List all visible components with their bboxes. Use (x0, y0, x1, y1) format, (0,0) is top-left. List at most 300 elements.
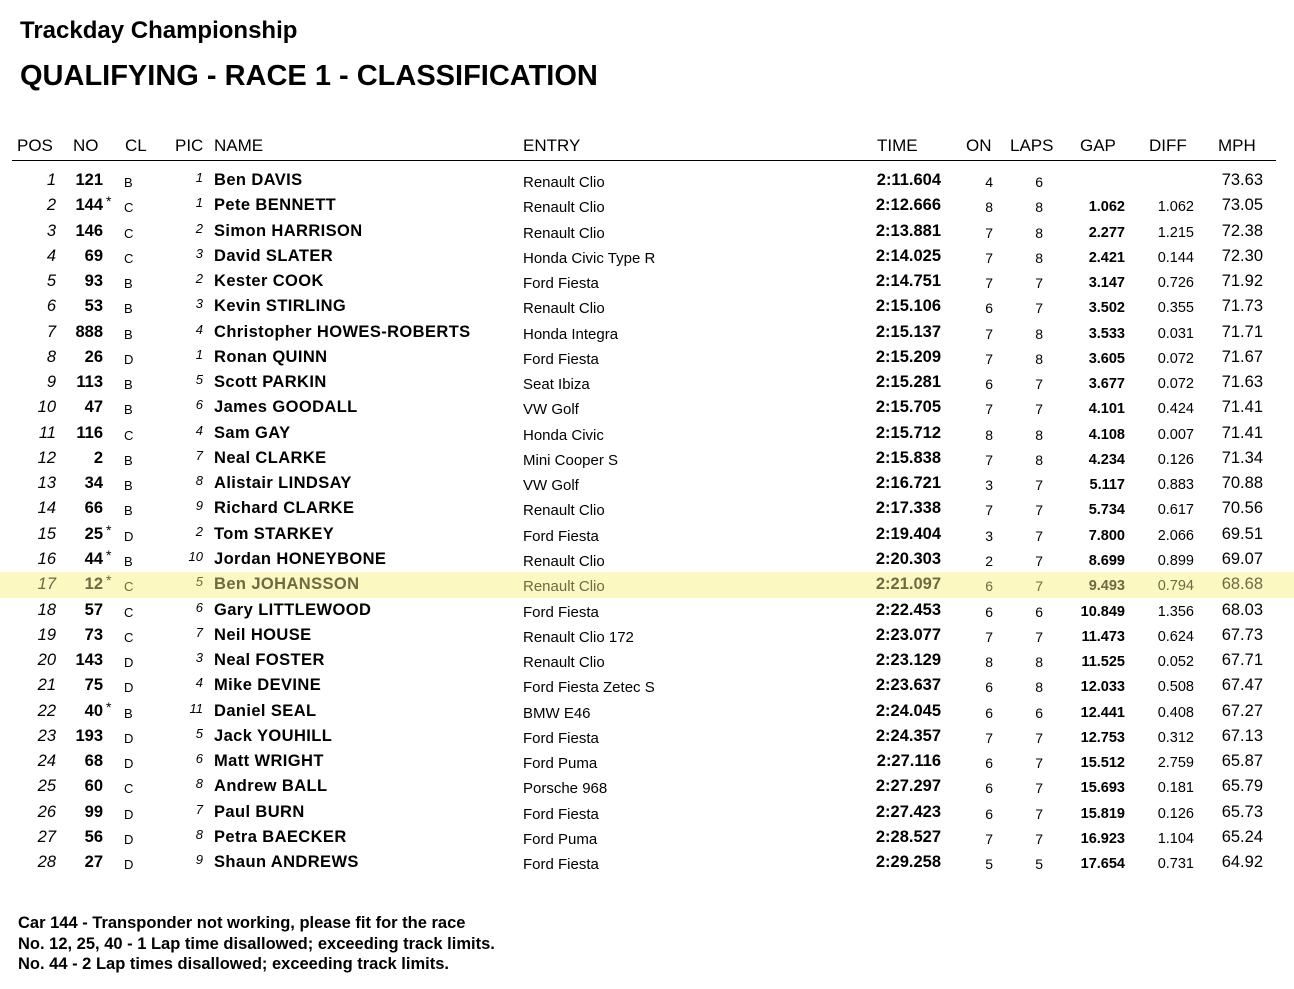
cell-gap: 7.800 (1088, 527, 1125, 544)
cell-pic: 5 (195, 725, 203, 741)
cell-gap: 3.677 (1088, 376, 1125, 393)
cell-diff: 1.062 (1157, 199, 1194, 216)
col-header-pic: PIC (175, 136, 204, 155)
cell-entry: Ford Puma (523, 830, 598, 848)
cell-laps: 8 (1035, 654, 1043, 671)
cell-on: 7 (985, 628, 993, 645)
col-header-diff: DIFF (1149, 136, 1187, 155)
cell-entry: Honda Civic Type R (523, 249, 656, 267)
cell-star: * (106, 193, 112, 210)
cell-cl: B (124, 175, 133, 190)
cell-mph: 71.92 (1221, 272, 1263, 291)
cell-pic: 3 (195, 650, 203, 666)
cell-pic: 9 (195, 852, 203, 868)
cell-name: Neal FOSTER (214, 651, 325, 670)
col-header-mph: MPH (1218, 136, 1256, 155)
cell-no: 69 (84, 246, 103, 265)
cell-time: 2:24.357 (875, 726, 941, 745)
table-row (0, 471, 1294, 496)
note-line: Car 144 - Transponder not working, please fit for the race (18, 914, 466, 932)
cell-name: Alistair LINDSAY (214, 474, 352, 493)
table-row (0, 825, 1294, 850)
table-row (0, 193, 1294, 218)
cell-laps: 7 (1035, 376, 1043, 393)
cell-diff: 0.355 (1157, 300, 1194, 317)
table-row (0, 320, 1294, 345)
cell-name: Jordan HONEYBONE (214, 549, 387, 568)
cell-gap: 2.277 (1088, 224, 1125, 241)
cell-entry: Honda Civic (523, 426, 604, 444)
cell-laps: 7 (1035, 477, 1043, 494)
col-header-cl: CL (125, 136, 147, 155)
cell-pos: 1 (46, 171, 56, 189)
table-row (0, 623, 1294, 648)
cell-name: Richard CLARKE (214, 499, 355, 518)
cell-pos: 16 (37, 549, 56, 568)
cell-laps: 7 (1035, 401, 1043, 418)
cell-pos: 9 (46, 373, 56, 392)
cell-gap: 5.117 (1089, 477, 1125, 494)
cell-name: Mike DEVINE (214, 676, 322, 695)
cell-name: Ben DAVIS (214, 171, 303, 189)
cell-time: 2:15.137 (875, 322, 941, 341)
cell-mph: 67.73 (1221, 625, 1263, 644)
table-row (0, 699, 1294, 724)
cell-pic: 9 (195, 498, 203, 514)
cell-mph: 72.38 (1221, 221, 1263, 240)
cell-pic: 8 (195, 826, 203, 842)
cell-time: 2:17.338 (875, 499, 941, 518)
cell-mph: 71.71 (1221, 322, 1263, 341)
cell-on: 8 (985, 426, 993, 443)
cell-pos: 25 (37, 777, 56, 796)
cell-no: 44 (84, 549, 103, 568)
cell-cl: B (124, 276, 133, 292)
cell-entry: Honda Integra (523, 325, 619, 343)
cell-no: 12 (84, 575, 103, 594)
cell-no: 26 (84, 347, 103, 366)
cell-on: 6 (985, 376, 993, 393)
cell-time: 2:27.116 (876, 752, 941, 771)
cell-on: 7 (985, 350, 993, 367)
cell-entry: Ford Fiesta (523, 350, 599, 368)
cell-no: 144 (75, 196, 103, 215)
cell-no: 73 (84, 625, 103, 644)
cell-diff: 0.508 (1157, 679, 1194, 696)
cell-no: 66 (84, 499, 103, 518)
cell-gap: 3.502 (1088, 300, 1125, 317)
cell-pic: 3 (195, 245, 203, 261)
cell-pic: 2 (195, 523, 203, 539)
cell-cl: C (124, 200, 134, 216)
col-header-name: NAME (214, 136, 264, 155)
cell-pos: 11 (38, 423, 56, 442)
cell-diff: 0.731 (1157, 856, 1194, 873)
cell-pos: 10 (37, 398, 56, 417)
table-header (0, 136, 1294, 158)
cell-on: 6 (985, 300, 993, 317)
cell-pic: 7 (195, 447, 203, 463)
cell-cl: D (124, 655, 134, 671)
cell-name: Pete BENNETT (214, 196, 337, 215)
cell-pic: 3 (195, 296, 203, 312)
cell-cl: B (124, 377, 133, 393)
cell-no: 99 (84, 802, 103, 821)
cell-laps: 7 (1035, 552, 1043, 569)
cell-entry: Mini Cooper S (523, 451, 619, 469)
col-header-gap: GAP (1080, 136, 1116, 155)
cell-time: 2:14.025 (875, 246, 941, 265)
cell-time: 2:23.077 (875, 625, 941, 644)
cell-pos: 28 (37, 853, 56, 872)
table-row (0, 345, 1294, 370)
cell-no: 34 (84, 474, 103, 493)
cell-entry: Renault Clio (523, 300, 605, 318)
cell-gap: 12.033 (1080, 679, 1125, 696)
cell-star: * (106, 546, 112, 563)
col-header-laps: LAPS (1010, 136, 1054, 155)
cell-diff: 0.883 (1157, 477, 1194, 494)
cell-gap: 15.693 (1080, 780, 1125, 797)
cell-laps: 8 (1035, 249, 1043, 266)
cell-cl: C (124, 629, 134, 645)
cell-pic: 4 (195, 675, 203, 691)
cell-pos: 2 (46, 196, 56, 215)
cell-mph: 71.73 (1221, 297, 1263, 316)
cell-name: Kester COOK (214, 272, 324, 291)
cell-mph: 65.73 (1221, 802, 1263, 821)
cell-laps: 8 (1035, 325, 1043, 342)
cell-time: 2:24.045 (875, 701, 941, 720)
cell-time: 2:15.281 (875, 373, 941, 392)
cell-on: 8 (985, 654, 993, 671)
cell-time: 2:16.721 (875, 474, 941, 493)
cell-mph: 67.27 (1221, 701, 1263, 720)
cell-laps: 7 (1035, 755, 1043, 772)
cell-gap: 2.421 (1088, 249, 1125, 266)
cell-pos: 20 (37, 651, 56, 670)
cell-on: 7 (985, 224, 993, 241)
cell-mph: 70.88 (1221, 474, 1263, 493)
cell-cl: C (124, 250, 134, 266)
cell-diff: 1.215 (1157, 224, 1194, 241)
cell-name: Petra BAECKER (214, 827, 347, 846)
cell-gap: 15.819 (1080, 805, 1125, 822)
cell-pos: 3 (46, 221, 56, 240)
cell-diff: 0.126 (1157, 451, 1194, 468)
cell-on: 8 (985, 199, 993, 216)
cell-entry: Ford Fiesta (523, 603, 599, 621)
table-row (0, 800, 1294, 825)
cell-no: 40 (84, 701, 103, 720)
col-header-entry: ENTRY (523, 136, 581, 155)
cell-mph: 64.92 (1221, 853, 1263, 872)
cell-mph: 70.56 (1221, 499, 1263, 518)
cell-on: 7 (985, 401, 993, 418)
cell-on: 3 (985, 477, 993, 494)
cell-pic: 6 (195, 751, 203, 767)
table-row (0, 547, 1294, 572)
cell-pos: 24 (37, 752, 56, 771)
cell-time: 2:28.527 (875, 827, 941, 846)
cell-gap: 3.147 (1088, 275, 1125, 292)
note-line: No. 44 - 2 Lap times disallowed; exceeding track limits. (18, 955, 449, 973)
header-rule (12, 160, 1276, 161)
cell-pos: 21 (37, 676, 56, 695)
table-row (0, 774, 1294, 799)
cell-mph: 67.71 (1221, 651, 1263, 670)
table-row (0, 648, 1294, 673)
cell-name: Neil HOUSE (214, 625, 312, 644)
cell-mph: 67.47 (1221, 676, 1263, 695)
cell-pos: 17 (37, 575, 56, 594)
cell-diff: 0.072 (1157, 350, 1194, 367)
cell-name: Daniel SEAL (214, 701, 317, 720)
cell-on: 7 (985, 451, 993, 468)
cell-no: 47 (84, 398, 103, 417)
cell-pic: 2 (195, 220, 203, 236)
col-header-on: ON (966, 136, 992, 155)
cell-mph: 71.63 (1221, 373, 1263, 392)
table-row (0, 522, 1294, 547)
col-header-pos: POS (17, 136, 53, 155)
cell-on: 7 (985, 275, 993, 292)
col-header-no: NO (73, 136, 99, 155)
cell-mph: 71.41 (1221, 423, 1263, 442)
cell-gap: 4.234 (1088, 451, 1125, 468)
cell-gap: 3.533 (1088, 325, 1125, 342)
cell-time: 2:19.404 (875, 524, 941, 543)
cell-on: 7 (985, 249, 993, 266)
cell-entry: Ford Fiesta (523, 527, 599, 545)
cell-name: James GOODALL (214, 398, 358, 417)
cell-mph: 65.24 (1221, 827, 1263, 846)
cell-star: * (106, 698, 112, 715)
cell-no: 113 (76, 373, 103, 392)
cell-pic: 2 (195, 271, 203, 287)
cell-laps: 8 (1035, 426, 1043, 443)
cell-name: Ronan QUINN (214, 347, 328, 366)
table-row (0, 294, 1294, 319)
cell-on: 2 (985, 552, 993, 569)
cell-time: 2:15.106 (875, 297, 941, 316)
table-row (0, 673, 1294, 698)
cell-mph: 71.67 (1221, 347, 1263, 366)
cell-cl: D (124, 528, 134, 544)
cell-entry: Seat Ibiza (523, 376, 590, 394)
cell-star: * (106, 521, 112, 538)
cell-on: 3 (985, 527, 993, 544)
cell-pic: 1 (195, 346, 203, 362)
cell-cl: D (124, 680, 134, 696)
cell-entry: Ford Fiesta (523, 275, 599, 293)
cell-time: 2:11.604 (876, 171, 941, 189)
cell-diff: 0.072 (1157, 376, 1194, 393)
cell-diff: 0.617 (1157, 502, 1194, 519)
cell-name: Matt WRIGHT (214, 752, 324, 771)
cell-cl: B (124, 553, 133, 569)
cell-cl: D (124, 857, 134, 873)
cell-pos: 4 (46, 246, 56, 265)
cell-cl: D (124, 756, 134, 772)
cell-pos: 8 (46, 347, 56, 366)
cell-on: 7 (985, 502, 993, 519)
cell-on: 7 (985, 830, 993, 847)
cell-laps: 8 (1035, 679, 1043, 696)
cell-diff: 0.408 (1157, 704, 1194, 721)
cell-name: Neal CLARKE (214, 448, 327, 467)
cell-entry: Ford Fiesta (523, 856, 599, 874)
cell-pos: 15 (37, 524, 56, 543)
cell-diff: 0.899 (1157, 552, 1194, 569)
cell-entry: Ford Fiesta (523, 805, 599, 823)
table-row (0, 395, 1294, 420)
cell-entry: Ford Fiesta Zetec S (523, 679, 655, 697)
cell-cl: B (124, 452, 133, 468)
cell-gap: 11.525 (1081, 654, 1125, 671)
cell-laps: 6 (1035, 603, 1043, 620)
cell-name: Paul BURN (214, 802, 305, 821)
cell-gap: 12.753 (1080, 729, 1125, 746)
cell-pos: 6 (46, 297, 56, 316)
cell-no: 68 (84, 752, 103, 771)
cell-pic: 8 (195, 473, 203, 489)
cell-mph: 72.30 (1221, 246, 1263, 265)
cell-pic: 1 (195, 170, 203, 185)
cell-gap: 5.734 (1088, 502, 1125, 519)
cell-pic: 7 (195, 801, 203, 817)
cell-time: 2:20.303 (875, 549, 941, 568)
cell-gap: 3.605 (1088, 350, 1125, 367)
cell-time: 2:15.705 (875, 398, 941, 417)
cell-pic: 6 (195, 599, 203, 615)
cell-mph: 73.05 (1221, 196, 1263, 215)
cell-on: 4 (985, 174, 993, 190)
cell-diff: 0.794 (1157, 578, 1194, 595)
cell-on: 7 (985, 325, 993, 342)
cell-entry: Renault Clio (523, 224, 605, 242)
cell-cl: C (124, 225, 134, 241)
cell-diff: 0.312 (1157, 729, 1194, 746)
cell-time: 2:29.258 (875, 853, 941, 872)
cell-diff: 1.356 (1157, 603, 1194, 620)
cell-pic: 10 (188, 548, 203, 564)
cell-no: 2 (93, 448, 103, 467)
cell-no: 75 (84, 676, 103, 695)
page-title: QUALIFYING - RACE 1 - CLASSIFICATION (20, 60, 598, 92)
cell-mph: 68.68 (1221, 575, 1263, 594)
cell-entry: Ford Puma (523, 755, 598, 773)
cell-entry: Renault Clio (523, 174, 605, 191)
notes (18, 913, 495, 975)
table-row (0, 269, 1294, 294)
cell-mph: 71.34 (1221, 448, 1263, 467)
cell-no: 25 (84, 524, 103, 543)
cell-diff: 0.726 (1157, 275, 1194, 292)
cell-pic: 7 (195, 624, 203, 640)
cell-time: 2:27.423 (875, 802, 941, 821)
cell-no: 193 (75, 726, 103, 745)
cell-diff: 2.759 (1157, 755, 1194, 772)
table-row (0, 446, 1294, 471)
cell-name: Gary LITTLEWOOD (214, 600, 372, 619)
classification-table (0, 168, 1294, 875)
cell-mph: 68.03 (1221, 600, 1263, 619)
cell-name: Scott PARKIN (214, 373, 327, 392)
cell-no: 888 (75, 322, 103, 341)
cell-laps: 7 (1035, 805, 1043, 822)
cell-no: 60 (84, 777, 103, 796)
cell-pos: 19 (37, 625, 56, 644)
cell-cl: B (124, 326, 133, 342)
cell-entry: Porsche 968 (523, 780, 608, 798)
cell-pic: 5 (195, 372, 203, 388)
cell-on: 7 (985, 729, 993, 746)
cell-laps: 7 (1035, 527, 1043, 544)
cell-diff: 0.144 (1157, 249, 1194, 266)
cell-cl: D (124, 351, 134, 367)
cell-cl: B (124, 301, 133, 317)
cell-mph: 65.87 (1221, 752, 1263, 771)
cell-cl: D (124, 831, 134, 847)
table-row (0, 168, 1294, 193)
cell-no: 143 (75, 651, 103, 670)
cell-name: Ben JOHANSSON (214, 575, 360, 594)
cell-pic: 5 (195, 574, 203, 590)
cell-on: 6 (985, 679, 993, 696)
cell-cl: B (124, 705, 133, 721)
cell-entry: Renault Clio (523, 654, 605, 672)
cell-name: Sam GAY (214, 423, 291, 442)
cell-entry: Renault Clio (523, 552, 605, 570)
cell-diff: 2.066 (1157, 527, 1194, 544)
cell-laps: 7 (1035, 300, 1043, 317)
cell-time: 2:15.209 (875, 347, 941, 366)
cell-gap: 16.923 (1080, 830, 1125, 847)
cell-pos: 13 (37, 474, 56, 493)
cell-no: 121 (75, 171, 103, 189)
cell-entry: Renault Clio (523, 502, 605, 520)
cell-pos: 18 (37, 600, 56, 619)
cell-mph: 65.79 (1221, 777, 1263, 796)
cell-gap: 8.699 (1088, 552, 1125, 569)
cell-time: 2:14.751 (875, 272, 941, 291)
cell-name: Kevin STIRLING (214, 297, 347, 316)
table-row (0, 219, 1294, 244)
cell-entry: VW Golf (523, 477, 579, 495)
cell-entry: Renault Clio (523, 578, 605, 596)
cell-name: Simon HARRISON (214, 221, 363, 240)
cell-laps: 8 (1035, 350, 1043, 367)
cell-time: 2:13.881 (875, 221, 941, 240)
table-row (0, 496, 1294, 521)
cell-entry: Ford Fiesta (523, 729, 599, 747)
cell-laps: 7 (1035, 830, 1043, 847)
table-row (0, 749, 1294, 774)
cell-gap: 17.654 (1080, 856, 1125, 873)
cell-on: 6 (985, 805, 993, 822)
cell-diff: 0.052 (1157, 654, 1194, 671)
cell-pos: 5 (46, 272, 56, 291)
cell-no: 56 (84, 827, 103, 846)
cell-laps: 7 (1035, 729, 1043, 746)
cell-diff: 0.624 (1157, 628, 1194, 645)
cell-diff: 0.424 (1157, 401, 1194, 418)
cell-mph: 69.07 (1221, 549, 1263, 568)
cell-cl: B (124, 503, 133, 519)
cell-gap: 11.473 (1081, 628, 1125, 645)
cell-time: 2:23.129 (875, 651, 941, 670)
